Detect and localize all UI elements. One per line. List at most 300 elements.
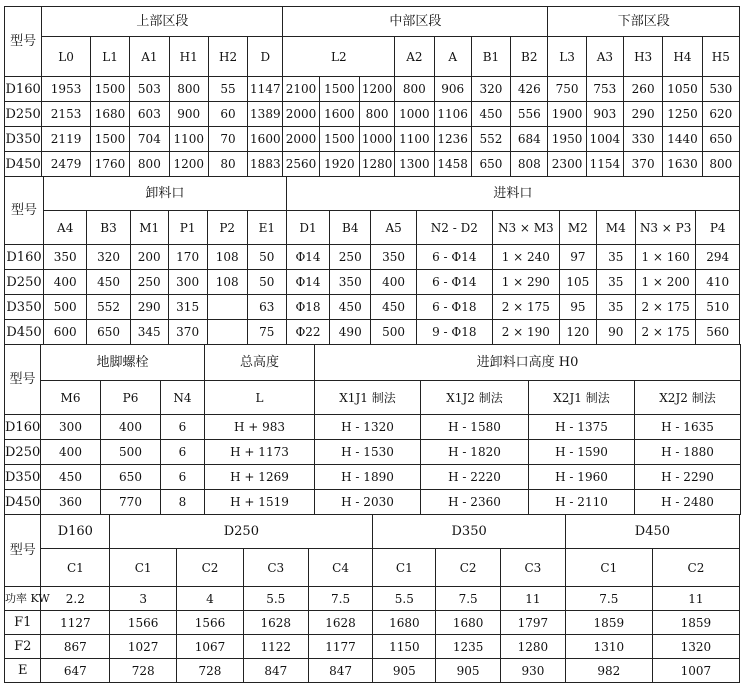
row-model: D450 bbox=[5, 320, 44, 345]
table-cell: 2479 bbox=[42, 152, 91, 177]
row-label: F2 bbox=[5, 635, 41, 659]
table-cell: 770 bbox=[101, 490, 161, 515]
table-cell: H - 1890 bbox=[315, 465, 421, 490]
table-cell: 1236 bbox=[434, 127, 471, 152]
column-header: C3 bbox=[243, 549, 308, 587]
height-table bbox=[4, 344, 741, 515]
table-row bbox=[5, 152, 740, 177]
table-cell: 5.5 bbox=[373, 587, 436, 611]
column-header: B3 bbox=[87, 211, 130, 245]
table-cell: 500 bbox=[101, 440, 161, 465]
table-cell: 5.5 bbox=[243, 587, 308, 611]
table-row bbox=[5, 77, 740, 102]
table-cell: 1000 bbox=[360, 127, 395, 152]
column-header: X2J2 制法 bbox=[635, 381, 741, 415]
table-cell: H - 1590 bbox=[529, 440, 635, 465]
table-cell: 906 bbox=[434, 77, 471, 102]
table-cell: 1859 bbox=[652, 611, 739, 635]
table-cell: 556 bbox=[511, 102, 548, 127]
table-cell: H - 1580 bbox=[421, 415, 529, 440]
table-cell: H + 983 bbox=[205, 415, 315, 440]
column-header: A1 bbox=[130, 37, 169, 77]
table-row bbox=[5, 440, 741, 465]
table-cell: 108 bbox=[207, 270, 247, 295]
table-cell: 903 bbox=[586, 102, 623, 127]
table-cell: 1250 bbox=[663, 102, 702, 127]
table-cell: 1310 bbox=[565, 635, 652, 659]
table-cell: 75 bbox=[247, 320, 286, 345]
column-header: H1 bbox=[169, 37, 208, 77]
table-cell: 108 bbox=[207, 245, 247, 270]
table-cell: 1500 bbox=[90, 77, 129, 102]
table-cell: 450 bbox=[41, 465, 101, 490]
table-cell: 647 bbox=[41, 659, 110, 683]
table-cell: 426 bbox=[511, 77, 548, 102]
table-cell: 600 bbox=[44, 320, 87, 345]
table-cell: 250 bbox=[330, 245, 371, 270]
table-cell: 510 bbox=[696, 295, 740, 320]
table-cell: 1953 bbox=[42, 77, 91, 102]
column-header: C3 bbox=[501, 549, 566, 587]
table-cell: 50 bbox=[247, 245, 286, 270]
table-cell: H - 2030 bbox=[315, 490, 421, 515]
table-cell: 410 bbox=[696, 270, 740, 295]
column-header: X1J2 制法 bbox=[421, 381, 529, 415]
lower-section-header: 下部区段 bbox=[548, 7, 740, 37]
table-cell: 1630 bbox=[663, 152, 702, 177]
table-cell: 2153 bbox=[42, 102, 91, 127]
table-cell: 80 bbox=[208, 152, 247, 177]
column-header: L bbox=[205, 381, 315, 415]
row-model: D350 bbox=[5, 465, 41, 490]
table-cell: 620 bbox=[702, 102, 739, 127]
column-header: P2 bbox=[207, 211, 247, 245]
table-cell: 603 bbox=[130, 102, 169, 127]
row-label: E bbox=[5, 659, 41, 683]
table-cell: 847 bbox=[308, 659, 373, 683]
table-cell: 1600 bbox=[248, 127, 283, 152]
column-header: X2J1 制法 bbox=[529, 381, 635, 415]
row-model: D250 bbox=[5, 102, 42, 127]
table-cell: 1389 bbox=[248, 102, 283, 127]
table-cell: 1200 bbox=[169, 152, 208, 177]
table-cell: 1122 bbox=[243, 635, 308, 659]
row-model: D250 bbox=[5, 270, 44, 295]
table-cell: 350 bbox=[44, 245, 87, 270]
table-cell: 1200 bbox=[360, 77, 395, 102]
table-cell: H - 1530 bbox=[315, 440, 421, 465]
table-cell: H + 1519 bbox=[205, 490, 315, 515]
table-cell: 1235 bbox=[436, 635, 501, 659]
table-cell: 105 bbox=[559, 270, 596, 295]
row-label: 功率 KW bbox=[5, 587, 41, 611]
table-row bbox=[5, 245, 740, 270]
table-cell: 650 bbox=[471, 152, 510, 177]
table-cell: 650 bbox=[101, 465, 161, 490]
table-cell: 400 bbox=[41, 440, 101, 465]
column-header: N2 - D2 bbox=[416, 211, 492, 245]
table-cell: 2000 bbox=[283, 127, 319, 152]
table-cell: 2 × 175 bbox=[492, 295, 559, 320]
model-header: 型号 bbox=[5, 7, 42, 77]
column-header: P6 bbox=[101, 381, 161, 415]
model-header: 型号 bbox=[5, 515, 41, 587]
table-cell: 35 bbox=[596, 245, 635, 270]
column-header: C1 bbox=[373, 549, 436, 587]
column-header: D bbox=[248, 37, 283, 77]
column-header: M4 bbox=[596, 211, 635, 245]
group-d350: D350 bbox=[373, 515, 565, 549]
table-row bbox=[5, 270, 740, 295]
table-cell: 450 bbox=[87, 270, 130, 295]
table-cell: 97 bbox=[559, 245, 596, 270]
column-header: D1 bbox=[286, 211, 329, 245]
table-cell: H - 2290 bbox=[635, 465, 741, 490]
table-cell: 2 × 175 bbox=[635, 320, 696, 345]
table-cell: 350 bbox=[371, 245, 417, 270]
table-cell: 400 bbox=[371, 270, 417, 295]
table-row bbox=[5, 659, 740, 683]
table-cell: 930 bbox=[501, 659, 566, 683]
table-cell: 1900 bbox=[548, 102, 586, 127]
table-cell: 6 bbox=[161, 440, 205, 465]
table-cell: 50 bbox=[247, 270, 286, 295]
table-cell: 1154 bbox=[586, 152, 623, 177]
table-cell: 1 × 200 bbox=[635, 270, 696, 295]
table-cell: 1100 bbox=[169, 127, 208, 152]
row-model: D350 bbox=[5, 127, 42, 152]
table-cell: 1680 bbox=[373, 611, 436, 635]
column-header: A2 bbox=[395, 37, 434, 77]
column-header: M2 bbox=[559, 211, 596, 245]
table-cell: 552 bbox=[471, 127, 510, 152]
table-cell: 2 × 190 bbox=[492, 320, 559, 345]
table-cell: H + 1269 bbox=[205, 465, 315, 490]
table-cell: 1680 bbox=[436, 611, 501, 635]
table-cell: 1150 bbox=[373, 635, 436, 659]
total-height-header: 总高度 bbox=[205, 345, 315, 381]
table-cell: 500 bbox=[371, 320, 417, 345]
group-d250: D250 bbox=[110, 515, 373, 549]
table-cell: 120 bbox=[559, 320, 596, 345]
table-cell: 650 bbox=[87, 320, 130, 345]
column-header: L3 bbox=[548, 37, 586, 77]
table-cell: 753 bbox=[586, 77, 623, 102]
table-cell: 1600 bbox=[319, 102, 359, 127]
table-cell: 400 bbox=[101, 415, 161, 440]
table-cell: H - 1880 bbox=[635, 440, 741, 465]
table-cell: 1797 bbox=[501, 611, 566, 635]
table-cell: 1320 bbox=[652, 635, 739, 659]
table-cell: 1440 bbox=[663, 127, 702, 152]
table-cell: 1300 bbox=[395, 152, 434, 177]
column-header: B1 bbox=[471, 37, 510, 77]
table-cell: 1920 bbox=[319, 152, 359, 177]
table-cell: 900 bbox=[169, 102, 208, 127]
table-cell: H - 2110 bbox=[529, 490, 635, 515]
table-cell: 530 bbox=[702, 77, 739, 102]
table-cell: 290 bbox=[130, 295, 168, 320]
column-header: N3 × M3 bbox=[492, 211, 559, 245]
table-cell: 330 bbox=[623, 127, 662, 152]
column-header: X1J1 制法 bbox=[315, 381, 421, 415]
table-cell: H - 1820 bbox=[421, 440, 529, 465]
table-cell: H - 1635 bbox=[635, 415, 741, 440]
table-cell: 60 bbox=[208, 102, 247, 127]
table-cell: 905 bbox=[373, 659, 436, 683]
table-cell: 95 bbox=[559, 295, 596, 320]
column-header: A3 bbox=[586, 37, 623, 77]
table-cell: 200 bbox=[130, 245, 168, 270]
table-cell: 1500 bbox=[90, 127, 129, 152]
table-cell: 1760 bbox=[90, 152, 129, 177]
table-cell: 800 bbox=[130, 152, 169, 177]
table-cell: 290 bbox=[623, 102, 662, 127]
table-cell: 8 bbox=[161, 490, 205, 515]
column-header: A bbox=[434, 37, 471, 77]
column-header: E1 bbox=[247, 211, 286, 245]
table-cell bbox=[207, 295, 247, 320]
column-header: L1 bbox=[90, 37, 129, 77]
table-cell: 867 bbox=[41, 635, 110, 659]
table-cell: 800 bbox=[395, 77, 434, 102]
table-cell: H + 1173 bbox=[205, 440, 315, 465]
column-header: H4 bbox=[663, 37, 702, 77]
table-cell: 2100 bbox=[283, 77, 319, 102]
anchor-bolt-header: 地脚螺栓 bbox=[41, 345, 205, 381]
table-row bbox=[5, 490, 741, 515]
column-header: M6 bbox=[41, 381, 101, 415]
table-cell: 704 bbox=[130, 127, 169, 152]
column-header: B4 bbox=[330, 211, 371, 245]
discharge-port-header: 卸料口 bbox=[44, 177, 287, 211]
row-label: F1 bbox=[5, 611, 41, 635]
column-header: P4 bbox=[696, 211, 740, 245]
table-cell: 400 bbox=[44, 270, 87, 295]
table-cell: 728 bbox=[177, 659, 244, 683]
table-cell: 250 bbox=[130, 270, 168, 295]
column-header: H5 bbox=[702, 37, 739, 77]
table-cell: 808 bbox=[511, 152, 548, 177]
table-row bbox=[5, 102, 740, 127]
port-height-header: 进卸料口高度 H0 bbox=[315, 345, 741, 381]
table-cell: 650 bbox=[702, 127, 739, 152]
table-cell: 6 - Φ14 bbox=[416, 245, 492, 270]
table-cell: 1177 bbox=[308, 635, 373, 659]
table-cell: 315 bbox=[168, 295, 207, 320]
table-cell: 2000 bbox=[283, 102, 319, 127]
table-cell: 300 bbox=[168, 270, 207, 295]
table-cell: 490 bbox=[330, 320, 371, 345]
port-dimensions-table bbox=[4, 176, 740, 345]
row-model: D450 bbox=[5, 490, 41, 515]
table-cell: H - 1375 bbox=[529, 415, 635, 440]
table-cell: 1106 bbox=[434, 102, 471, 127]
table-cell: 1950 bbox=[548, 127, 586, 152]
table-cell: 2119 bbox=[42, 127, 91, 152]
table-cell: Φ14 bbox=[286, 245, 329, 270]
table-cell: 320 bbox=[471, 77, 510, 102]
table-cell: 1000 bbox=[395, 102, 434, 127]
column-header: L0 bbox=[42, 37, 91, 77]
table-cell: 560 bbox=[696, 320, 740, 345]
column-header: C1 bbox=[41, 549, 110, 587]
column-header: M1 bbox=[130, 211, 168, 245]
table-cell: 450 bbox=[330, 295, 371, 320]
table-cell: 982 bbox=[565, 659, 652, 683]
table-row bbox=[5, 635, 740, 659]
table-cell: 294 bbox=[696, 245, 740, 270]
section-dimensions-table bbox=[4, 6, 740, 177]
table-cell: 1067 bbox=[177, 635, 244, 659]
table-row bbox=[5, 127, 740, 152]
model-header: 型号 bbox=[5, 177, 44, 245]
column-header: L2 bbox=[283, 37, 395, 77]
table-cell: 1 × 240 bbox=[492, 245, 559, 270]
column-header: H3 bbox=[623, 37, 662, 77]
table-cell: 4 bbox=[177, 587, 244, 611]
table-cell: 1458 bbox=[434, 152, 471, 177]
table-cell: 6 - Φ18 bbox=[416, 295, 492, 320]
table-cell: 503 bbox=[130, 77, 169, 102]
table-cell: 7.5 bbox=[308, 587, 373, 611]
table-cell: 1027 bbox=[110, 635, 177, 659]
table-cell: 63 bbox=[247, 295, 286, 320]
column-header: A4 bbox=[44, 211, 87, 245]
table-cell: 370 bbox=[168, 320, 207, 345]
table-cell: 1 × 290 bbox=[492, 270, 559, 295]
table-cell: 847 bbox=[243, 659, 308, 683]
table-row bbox=[5, 465, 741, 490]
column-header: B2 bbox=[511, 37, 548, 77]
table-cell: 1050 bbox=[663, 77, 702, 102]
column-header: P1 bbox=[168, 211, 207, 245]
table-cell: 1280 bbox=[501, 635, 566, 659]
table-cell: 1566 bbox=[110, 611, 177, 635]
table-cell: 750 bbox=[548, 77, 586, 102]
table-row bbox=[5, 587, 740, 611]
table-cell: H - 2220 bbox=[421, 465, 529, 490]
table-cell: H - 1320 bbox=[315, 415, 421, 440]
column-header: N4 bbox=[161, 381, 205, 415]
table-cell: 552 bbox=[87, 295, 130, 320]
table-cell: 6 bbox=[161, 465, 205, 490]
table-cell: 11 bbox=[501, 587, 566, 611]
row-model: D250 bbox=[5, 440, 41, 465]
table-cell: 800 bbox=[702, 152, 739, 177]
column-header: C2 bbox=[436, 549, 501, 587]
table-cell: 500 bbox=[44, 295, 87, 320]
table-cell: 1500 bbox=[319, 77, 359, 102]
column-header: N3 × P3 bbox=[635, 211, 696, 245]
table-cell: 1680 bbox=[90, 102, 129, 127]
table-cell: 300 bbox=[41, 415, 101, 440]
group-d450: D450 bbox=[565, 515, 739, 549]
row-model: D450 bbox=[5, 152, 42, 177]
table-cell: 2300 bbox=[548, 152, 586, 177]
table-cell: H - 2360 bbox=[421, 490, 529, 515]
table-cell: Φ14 bbox=[286, 270, 329, 295]
table-cell: H - 2480 bbox=[635, 490, 741, 515]
table-cell: 684 bbox=[511, 127, 548, 152]
table-cell: 7.5 bbox=[565, 587, 652, 611]
model-header: 型号 bbox=[5, 345, 41, 415]
upper-section-header: 上部区段 bbox=[42, 7, 283, 37]
table-cell: 2560 bbox=[283, 152, 319, 177]
column-header: H2 bbox=[208, 37, 247, 77]
column-header: C1 bbox=[110, 549, 177, 587]
table-cell: 6 bbox=[161, 415, 205, 440]
feed-port-header: 进料口 bbox=[286, 177, 739, 211]
table-cell: 260 bbox=[623, 77, 662, 102]
table-cell: 800 bbox=[360, 102, 395, 127]
table-cell: Φ18 bbox=[286, 295, 329, 320]
table-cell: 1500 bbox=[319, 127, 359, 152]
table-cell: 1883 bbox=[248, 152, 283, 177]
table-cell: 9 - Φ18 bbox=[416, 320, 492, 345]
table-cell: 345 bbox=[130, 320, 168, 345]
table-cell: 320 bbox=[87, 245, 130, 270]
table-row bbox=[5, 320, 740, 345]
table-cell: 11 bbox=[652, 587, 739, 611]
table-cell: 350 bbox=[330, 270, 371, 295]
table-cell: 90 bbox=[596, 320, 635, 345]
table-row bbox=[5, 611, 740, 635]
table-cell: 1004 bbox=[586, 127, 623, 152]
table-cell: 1859 bbox=[565, 611, 652, 635]
column-header: C1 bbox=[565, 549, 652, 587]
table-cell: 6 - Φ14 bbox=[416, 270, 492, 295]
table-cell: 1 × 160 bbox=[635, 245, 696, 270]
column-header: C4 bbox=[308, 549, 373, 587]
table-cell bbox=[207, 320, 247, 345]
table-cell: 1007 bbox=[652, 659, 739, 683]
table-cell: 360 bbox=[41, 490, 101, 515]
table-cell: 2.2 bbox=[41, 587, 110, 611]
table-cell: 1280 bbox=[360, 152, 395, 177]
table-row bbox=[5, 295, 740, 320]
row-model: D160 bbox=[5, 77, 42, 102]
table-cell: 728 bbox=[110, 659, 177, 683]
column-header: A5 bbox=[371, 211, 417, 245]
middle-section-header: 中部区段 bbox=[283, 7, 548, 37]
table-cell: 370 bbox=[623, 152, 662, 177]
table-cell: 905 bbox=[436, 659, 501, 683]
table-cell: 35 bbox=[596, 295, 635, 320]
column-header: C2 bbox=[652, 549, 739, 587]
table-cell: H - 1960 bbox=[529, 465, 635, 490]
table-cell: 2 × 175 bbox=[635, 295, 696, 320]
row-model: D160 bbox=[5, 415, 41, 440]
table-cell: 35 bbox=[596, 270, 635, 295]
row-model: D160 bbox=[5, 245, 44, 270]
table-cell: Φ22 bbox=[286, 320, 329, 345]
table-cell: 170 bbox=[168, 245, 207, 270]
table-row bbox=[5, 415, 741, 440]
table-cell: 450 bbox=[471, 102, 510, 127]
table-cell: 55 bbox=[208, 77, 247, 102]
column-header: C2 bbox=[177, 549, 244, 587]
table-cell: 1147 bbox=[248, 77, 283, 102]
table-cell: 3 bbox=[110, 587, 177, 611]
table-cell: 1566 bbox=[177, 611, 244, 635]
row-model: D350 bbox=[5, 295, 44, 320]
table-cell: 70 bbox=[208, 127, 247, 152]
table-cell: 450 bbox=[371, 295, 417, 320]
table-cell: 1628 bbox=[243, 611, 308, 635]
table-cell: 1100 bbox=[395, 127, 434, 152]
group-d160: D160 bbox=[41, 515, 110, 549]
